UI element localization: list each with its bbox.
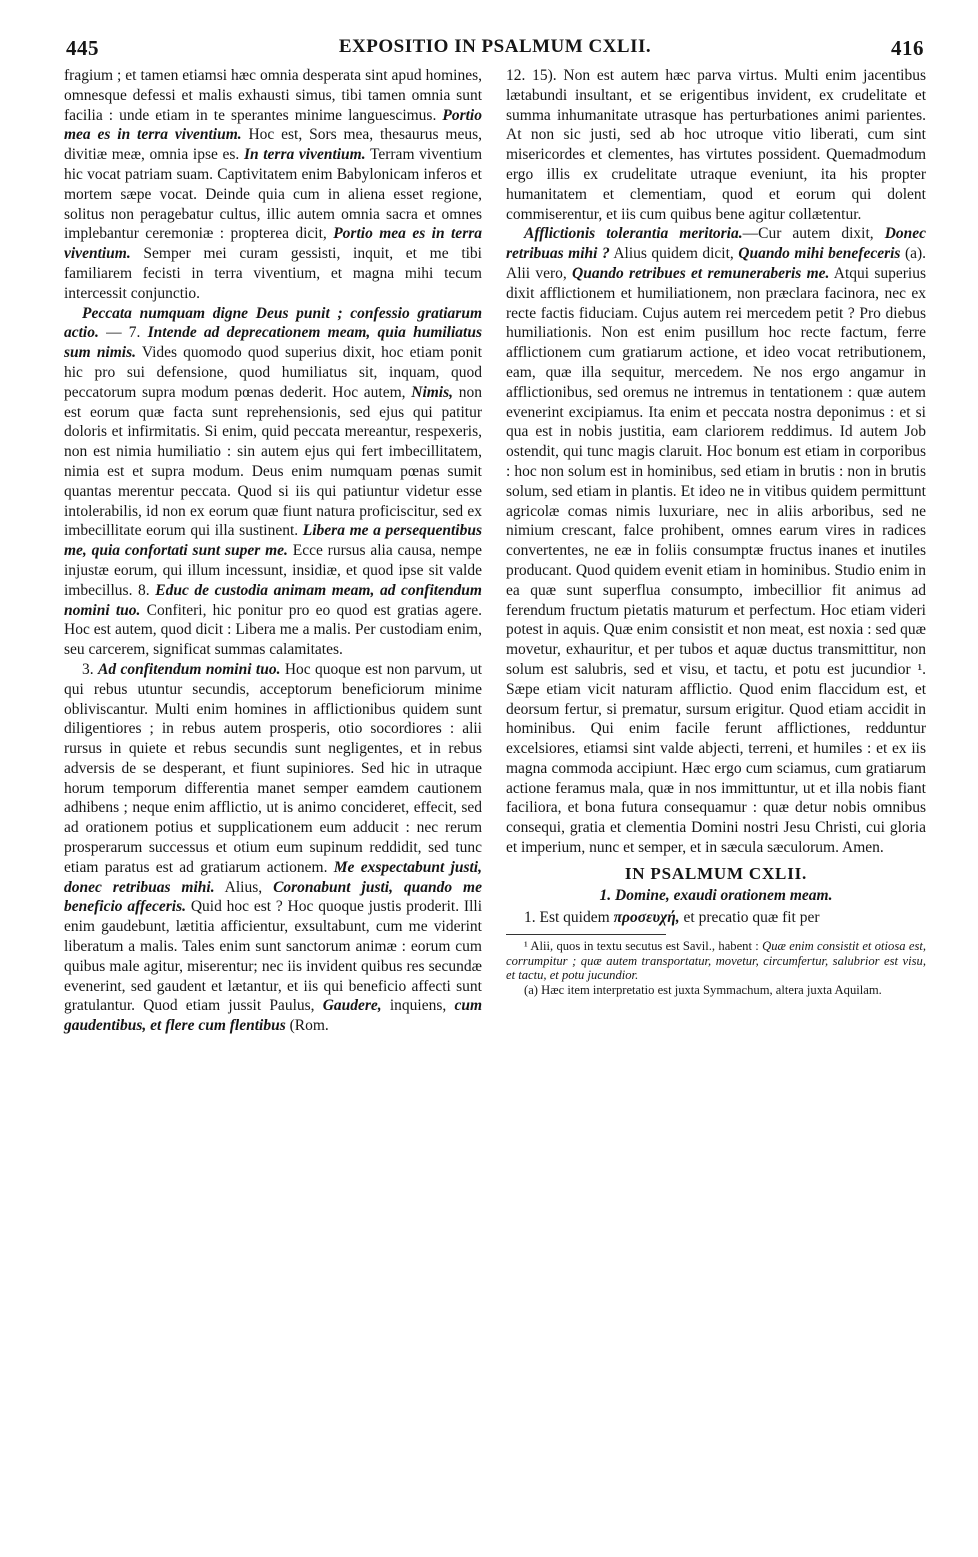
italic-run: cum gaudentibus, et flere cum flentibus <box>64 997 482 1035</box>
italic-run: Educ de custodia animam meam, ad confitendum nomini tuo. <box>64 581 482 619</box>
footnote <box>506 939 926 983</box>
paragraph <box>506 224 926 858</box>
text-run: Alius, <box>214 878 274 896</box>
italic-run: In terra viventium. <box>243 146 366 164</box>
italic-run: Quæ enim consistit et otiosa est, corrumpitur ; quæ autem transportatur, movetur, circumfertur, salubrior est visu, et tactu, et potu jucundior. <box>506 939 926 983</box>
text-run: Confiteri, hic ponitur pro eo quod est gratias agere. Hoc est autem, quod dicit : Libera me a malis. Per custodiam enim, seu carcerem, significat summas calamitates. <box>64 601 483 659</box>
paragraph <box>506 908 926 928</box>
text-run: Vides quomodo quod superius dixit, hoc etiam ponit hic pro sui defensione, quod humiliatus sit, inquam, quod peccatorum supra modum pœnas dederit. Hoc autem, <box>64 344 482 401</box>
footnote-rule <box>506 934 666 935</box>
italic-run: Nimis, <box>411 383 454 401</box>
page-number-right: 416 <box>891 36 924 60</box>
italic-run: Ad confitendum nomini tuo. <box>98 660 281 678</box>
text-run: ¹ Alii, quos in textu secutus est Savil., habent : <box>524 939 763 954</box>
text-run: inquiens, <box>381 997 455 1015</box>
paragraph <box>64 660 482 1036</box>
italic-run: Portio mea es in terra viventium. <box>64 225 483 263</box>
text-run: Quid hoc est ? Hoc quoque justis proderit. Illi enim gaudebunt, lætitia afficientur, exsultabunt, cum me viderint liberatum a malis. Tales enim sunt sanctorum animæ : eorum cum quibus male agitur, miserentur; nec iis invident quibus res secundæ evenerint, sed gaudent et lætantur, et iis qui beneficio affecti sunt gratulantur. Quod etiam jussit Paulus, <box>64 898 483 1015</box>
running-header <box>66 36 924 66</box>
text-run: 12. 15). Non est autem hæc parva virtus. Multi enim jacentibus lætabundi insultant, et se erigentibus invident, ex crudelitate et summa inhumanitate utrasque has perturbationes animi parientes. At non sic justi, sed ab hoc utroque vitio liberati, cum sint misericordes et clementes, has virtutes possident. Quemadmodum ergo illis ex crudelitate utraque eveniunt, ita his propter humanitatem et clementiam, quod et eorum qui dolent commiserentur, et iis cum quibus bene agitur collætentur. <box>506 67 926 223</box>
text-run: Alius quidem dicit, <box>609 245 739 263</box>
italic-run: Me exspectabunt justi, donec retribuas mihi. <box>64 858 482 896</box>
italic-run: Donec retribuas mihi ? <box>506 225 927 263</box>
text-run: et precatio quæ fit per <box>679 909 820 927</box>
text-run: —Cur autem dixit, <box>742 225 885 243</box>
text-run: 1. Est quidem <box>524 909 614 927</box>
right-column <box>506 66 926 997</box>
text-run: (Rom. <box>285 1017 329 1035</box>
paragraph <box>64 304 482 660</box>
footnotes <box>506 939 926 997</box>
italic-run: Afflictionis tolerantia meritoria. <box>524 225 743 243</box>
psalm-title: IN PSALMUM CXLII. <box>624 863 808 883</box>
text-run: non est eorum quæ facta sunt reprehensionis, sed ejus qui patitur doloris et infirmitatis. Si enim, quid peccata mereantur, respexeris, non est nimia humiliatio : sin autem ejus qui fert imbecillitatem, nimia est et supra modum. Deus enim numquam pœnas sumit quantas merentur peccata. Quod si iis qui patiuntur videtur esse intolerabilis, id non ex eorum quæ fiunt natura proficiscitur, sed ex imbecillitate eorum qui illa sustinent. <box>64 383 482 540</box>
text-run: Ecce rursus alia causa, nempe injustæ eorum, qui illum incessunt, insidiæ, et quod ipse sit valde imbecillus. 8. <box>64 542 482 599</box>
paragraph <box>506 66 926 224</box>
text-run: fragium ; et tamen etiamsi hæc omnia desperata sint apud homines, omnesque defessi et malis exhausti simus, tibi tamen omnia sunt facilia : unde etiam in te sperantes minime languescimus. <box>64 67 482 124</box>
italic-run: Quando mihi benefeceris <box>738 245 901 263</box>
text-run: Atqui superius dixit afflictionem et humiliationem, non præclara facinora, nec ex recte factis fiduciam. Cujus autem rei mercedem petit ? Pro diebus humiliationis. Non est enim pusillum hoc recte factum, ferre afflictionem cum gratiarum actione, et ideo vocat retributionem, eam, quæ illa sequitur, mercedem. Ne nos ergo angamur in afflictionibus, sed oremus ne intremus in tentationem : quæ autem evenerint excipiamus. Ita enim et peccata nostra deponimus : et si qua est in nobis justitia, eam clariorem reddimus. Id autem Job ostendit, qui tunc magis claruit. Hoc bonum est etiam in corporibus : hoc non solum est in hominibus, sed etiam in brutis : non in brutis solum, sed etiam in plantis. Et ideo ne in vitibus quidem permittunt agricolæ comas nimis luxuriare, nec in aliis arboribus, sed ne nimium crescant, falce prohibent, omnes earum vires in radices convertentes, ne eæ in foliis consumptæ fructus inanes et inutiles producant. Quod quidem evenit etiam in hominibus. Studio enim in ea quæ sunt superflua consumpto, imbecillior fit animus ad ferendum fructum pietatis maturum et perfectum. Hoc etiam videri potest in aquis. Quæ enim consistit et non meat, est noxia : sed quæ movetur, exhauritur, et per tubos et aquæ ductus transmittitur, non solum est salubris, sed et visu, et tactu, et potu est jucundior ¹. Sæpe etiam vicit naturam afflictio. Quod enim flaccidum est, et deorsum fertur, si prematur, sursum erigitur. Quod etiam accidit in hominibus. Qui enim facile ferunt afflictiones, redduntur excelsiores, etiamsi sint valde abjecti, terreni, et humiles : et ex iis magna commoda accipiunt. Hæc ergo cum sciamus, cum gratiarum actione feramus mala, quæ in nos immittuntur, ut et illa nobis fiant faciliora, et bona futura consequamur : quæ detur nobis omnibus consequi, gratia et clementia Domini nostri Jesu Christi, cui gloria et imperium, nunc et semper, et in sæcula sæculorum. Amen. <box>506 264 927 857</box>
text-run: Semper mei curam gessisti, inquit, et me tibi familiarem fecisti in terra viventium, et magna mihi tecum intercessit conjunctio. <box>64 245 482 302</box>
text-run: Terram viventium hic vocat patriam suam. Captivitatem enim Babylonicam inferos et mortem sæpe vocat. Deinde quia cum in aliena esset regione, solitus non peragebatur cultus, illic autem omnia sacra et omnes implebantur ceremoniæ : propterea dicit, <box>64 146 482 243</box>
text-run: Hoc quoque est non parvum, ut qui rebus utuntur secundis, acceptorum beneficiorum minime obliviscantur. Multi enim homines in afflictionibus quidem sunt diligentiores ; in rebus autem prosperis, otio socordiores : alii rursus in quiete et rebus secundis sunt negligentes, et in rebus adversis de se desperant, et fiunt supiniores. Sed hic in utraque horum temporum differentia manet semper eamdem cautionem adhibens ; neque enim afflictio, ut is animo concideret, effecit, sed ad orationem potius et supplicationem eum adducit : nec rerum prosperarum successus et otium eum supinum reddidit, sed tunc etiam paratus est ad gratiarum actionem. <box>64 660 482 876</box>
page-number-left: 445 <box>66 36 99 60</box>
paragraph <box>64 66 482 304</box>
italic-run: Peccata numquam digne Deus punit ; confessio gratiarum actio. <box>64 304 482 342</box>
italic-run: Intende ad deprecationem meam, quia humiliatus sum nimis. <box>64 324 483 362</box>
italic-run: προσευχή, <box>613 909 680 927</box>
text-run: (a) Hæc item interpretatio est juxta Symmachum, altera juxta Aquilam. <box>524 982 882 997</box>
italic-run: Gaudere, <box>322 997 382 1015</box>
italic-run: Libera me a persequentibus me, quia confortati sunt super me. <box>64 522 482 560</box>
text-run: 3. <box>82 660 99 678</box>
verse-heading: 1. Domine, exaudi orationem meam. <box>599 886 833 904</box>
text-run: — 7. <box>98 324 148 342</box>
text-run: Hoc est, Sors mea, thesaurus meus, divitiæ meæ, omnia ipse es. <box>64 126 482 164</box>
footnote <box>506 983 926 998</box>
text-run: (a). Alii vero, <box>506 245 927 282</box>
running-title: EXPOSITIO IN PSALMUM CXLII. <box>338 36 652 57</box>
italic-run: Coronabunt justi, quando me beneficio affeceris. <box>64 878 482 916</box>
italic-run: Quando retribues et remuneraberis me. <box>572 264 830 282</box>
italic-run: Portio mea es in terra viventium. <box>64 106 482 144</box>
left-column <box>64 66 482 1036</box>
